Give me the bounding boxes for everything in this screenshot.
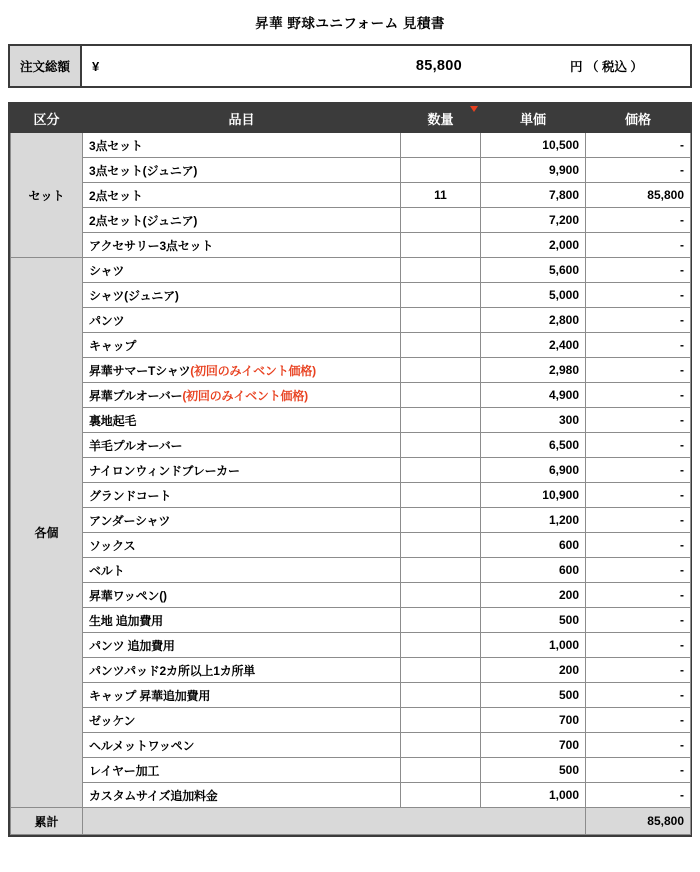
- order-total-bar: [8, 44, 692, 88]
- row-price-cell: -: [586, 733, 691, 758]
- item-name-text: 2点セット(ジュニア): [89, 213, 198, 228]
- order-total-suffix: 円 （ 税込 ）: [570, 60, 643, 74]
- column-header-kakaku[interactable]: 価格: [586, 105, 691, 133]
- quantity-cell[interactable]: [401, 758, 481, 783]
- row-price-cell: -: [586, 233, 691, 258]
- table-row: [11, 383, 691, 408]
- row-price-cell: -: [586, 533, 691, 558]
- table-row: [11, 783, 691, 808]
- row-price-cell: -: [586, 583, 691, 608]
- quote-table-foot: [11, 808, 691, 835]
- order-total-label: 注文総額: [10, 46, 82, 86]
- page-title: 昇華 野球ユニフォーム 見積書: [255, 16, 445, 31]
- item-name-cell: [83, 183, 401, 208]
- unit-price-cell: 300: [481, 408, 586, 433]
- group-label-cell: セット: [11, 133, 83, 258]
- item-name-cell: [83, 633, 401, 658]
- quantity-cell[interactable]: [401, 658, 481, 683]
- quantity-cell[interactable]: [401, 733, 481, 758]
- quantity-cell[interactable]: [401, 358, 481, 383]
- unit-price-cell: 600: [481, 558, 586, 583]
- item-name-text: ナイロンウィンドブレーカー: [89, 463, 240, 478]
- quantity-cell[interactable]: [401, 433, 481, 458]
- unit-price-cell: 5,600: [481, 258, 586, 283]
- unit-price-cell: 2,400: [481, 333, 586, 358]
- row-price-cell: -: [586, 133, 691, 158]
- table-row: [11, 333, 691, 358]
- item-name-cell: [83, 258, 401, 283]
- row-price-cell: -: [586, 608, 691, 633]
- quantity-cell[interactable]: [401, 683, 481, 708]
- item-name-cell: [83, 308, 401, 333]
- table-row: [11, 483, 691, 508]
- item-name-cell: [83, 408, 401, 433]
- order-total-amount-wrap: [99, 58, 562, 74]
- item-name-text: ゼッケン: [89, 713, 136, 728]
- item-name-text: パンツ: [89, 313, 125, 328]
- item-name-text: 昇華ワッペン(): [89, 588, 167, 603]
- row-price-cell: -: [586, 383, 691, 408]
- row-price-cell: -: [586, 483, 691, 508]
- quantity-cell[interactable]: [401, 633, 481, 658]
- unit-price-cell: 1,200: [481, 508, 586, 533]
- table-row: [11, 158, 691, 183]
- item-name-cell: [83, 133, 401, 158]
- item-name-text: 昇華サマーTシャツ: [89, 363, 191, 378]
- row-price-cell: -: [586, 433, 691, 458]
- table-row: [11, 608, 691, 633]
- item-name-cell: [83, 383, 401, 408]
- row-price-cell: -: [586, 508, 691, 533]
- quantity-cell[interactable]: [401, 783, 481, 808]
- item-name-cell: [83, 483, 401, 508]
- quantity-cell[interactable]: [401, 333, 481, 358]
- quantity-cell[interactable]: [401, 608, 481, 633]
- table-row: [11, 583, 691, 608]
- column-header-hinmoku[interactable]: 品目: [83, 105, 401, 133]
- unit-price-cell: 500: [481, 758, 586, 783]
- item-name-cell: [83, 283, 401, 308]
- item-name-text: 裏地起毛: [89, 413, 137, 428]
- row-price-cell: -: [586, 308, 691, 333]
- table-row: [11, 183, 691, 208]
- item-name-text: 生地 追加費用: [89, 613, 163, 628]
- item-name-cell: [83, 333, 401, 358]
- table-row: [11, 208, 691, 233]
- item-name-text: 昇華プルオーバー: [89, 388, 183, 403]
- table-row: [11, 408, 691, 433]
- unit-price-cell: 6,900: [481, 458, 586, 483]
- unit-price-cell: 7,200: [481, 208, 586, 233]
- table-row: [11, 233, 691, 258]
- column-header-suryo-label: 数量: [427, 112, 454, 127]
- quantity-cell[interactable]: [401, 208, 481, 233]
- row-price-cell: -: [586, 408, 691, 433]
- quantity-cell[interactable]: [401, 258, 481, 283]
- quantity-cell[interactable]: [401, 408, 481, 433]
- item-name-cell: [83, 583, 401, 608]
- table-row: [11, 258, 691, 283]
- table-row: [11, 683, 691, 708]
- item-name-text: 3点セット(ジュニア): [89, 163, 198, 178]
- item-name-text: グランドコート: [89, 488, 172, 503]
- item-name-note: (初回のみイベント価格): [190, 363, 316, 378]
- row-price-cell: -: [586, 333, 691, 358]
- table-row: [11, 658, 691, 683]
- item-name-text: レイヤー加工: [89, 763, 160, 778]
- item-name-cell: [83, 708, 401, 733]
- item-name-cell: [83, 733, 401, 758]
- total-row-blank: [83, 808, 586, 835]
- item-name-cell: [83, 758, 401, 783]
- row-price-cell: -: [586, 758, 691, 783]
- item-name-text: パンツ 追加費用: [89, 638, 175, 653]
- row-price-cell: -: [586, 458, 691, 483]
- table-row: [11, 358, 691, 383]
- item-name-cell: [83, 433, 401, 458]
- table-header-row: [11, 105, 691, 133]
- item-name-cell: [83, 783, 401, 808]
- unit-price-cell: 1,000: [481, 633, 586, 658]
- unit-price-cell: 200: [481, 658, 586, 683]
- item-name-text: パンツパッド2カ所以上1カ所単: [89, 663, 256, 678]
- column-header-suryo[interactable]: [401, 105, 481, 133]
- quantity-cell[interactable]: [401, 283, 481, 308]
- order-total-amount: 85,800: [415, 58, 462, 74]
- row-price-cell: -: [586, 258, 691, 283]
- currency-symbol: ¥: [92, 58, 100, 74]
- table-row: [11, 758, 691, 783]
- unit-price-cell: 6,500: [481, 433, 586, 458]
- unit-price-cell: 9,900: [481, 158, 586, 183]
- table-row: [11, 458, 691, 483]
- item-name-cell: [83, 508, 401, 533]
- unit-price-cell: 700: [481, 733, 586, 758]
- row-price-cell: -: [586, 783, 691, 808]
- total-row-label: 累計: [11, 808, 83, 835]
- quantity-cell[interactable]: [401, 483, 481, 508]
- item-name-cell: [83, 533, 401, 558]
- sort-indicator-icon: [470, 106, 478, 112]
- item-name-text: ソックス: [89, 538, 136, 553]
- unit-price-cell: 7,800: [481, 183, 586, 208]
- item-name-cell: [83, 658, 401, 683]
- unit-price-cell: 600: [481, 533, 586, 558]
- item-name-cell: [83, 683, 401, 708]
- row-price-cell: -: [586, 658, 691, 683]
- item-name-text: シャツ(ジュニア): [89, 288, 179, 303]
- table-row: [11, 633, 691, 658]
- quantity-cell[interactable]: [401, 233, 481, 258]
- column-header-tanka[interactable]: 単価: [481, 105, 586, 133]
- unit-price-cell: 5,000: [481, 283, 586, 308]
- item-name-text: ベルト: [89, 563, 125, 578]
- table-row: [11, 708, 691, 733]
- item-name-cell: [83, 358, 401, 383]
- quantity-cell[interactable]: [401, 508, 481, 533]
- item-name-cell: [83, 158, 401, 183]
- unit-price-cell: 1,000: [481, 783, 586, 808]
- item-name-text: 3点セット: [89, 138, 143, 153]
- row-price-cell: -: [586, 558, 691, 583]
- table-row: [11, 433, 691, 458]
- unit-price-cell: 500: [481, 683, 586, 708]
- table-row: [11, 558, 691, 583]
- table-row: [11, 308, 691, 333]
- quantity-cell[interactable]: [401, 308, 481, 333]
- item-name-cell: [83, 233, 401, 258]
- unit-price-cell: 2,000: [481, 233, 586, 258]
- table-row: [11, 508, 691, 533]
- item-name-text: ヘルメットワッペン: [89, 738, 195, 753]
- row-price-cell: -: [586, 683, 691, 708]
- table-total-row: [11, 808, 691, 835]
- item-name-text: 羊毛プルオーバー: [89, 438, 183, 453]
- unit-price-cell: 700: [481, 708, 586, 733]
- unit-price-cell: 2,980: [481, 358, 586, 383]
- quantity-cell[interactable]: [401, 583, 481, 608]
- quote-table-wrap: [8, 102, 692, 837]
- quantity-cell[interactable]: [401, 708, 481, 733]
- table-row: [11, 533, 691, 558]
- order-total-value: [82, 46, 690, 86]
- row-price-cell: -: [586, 283, 691, 308]
- row-price-cell: -: [586, 708, 691, 733]
- total-row-amount: 85,800: [586, 808, 691, 835]
- row-price-cell: -: [586, 358, 691, 383]
- item-name-text: アンダーシャツ: [89, 513, 171, 528]
- row-price-cell: -: [586, 208, 691, 233]
- item-name-text: キャップ 昇華追加費用: [89, 688, 211, 703]
- quantity-cell[interactable]: [401, 458, 481, 483]
- column-header-kubun[interactable]: 区分: [11, 105, 83, 133]
- quantity-cell[interactable]: 11: [401, 183, 481, 208]
- row-price-cell: -: [586, 158, 691, 183]
- item-name-cell: [83, 558, 401, 583]
- unit-price-cell: 500: [481, 608, 586, 633]
- unit-price-cell: 200: [481, 583, 586, 608]
- item-name-cell: [83, 458, 401, 483]
- unit-price-cell: 10,900: [481, 483, 586, 508]
- quantity-cell[interactable]: [401, 533, 481, 558]
- item-name-text: カスタムサイズ追加料金: [89, 788, 218, 803]
- item-name-text: アクセサリー3点セット: [89, 238, 214, 253]
- unit-price-cell: 10,500: [481, 133, 586, 158]
- item-name-cell: [83, 608, 401, 633]
- item-name-note: (初回のみイベント価格): [182, 388, 308, 403]
- item-name-text: シャツ: [89, 263, 125, 278]
- quantity-cell[interactable]: [401, 158, 481, 183]
- item-name-text: 2点セット: [89, 188, 143, 203]
- item-name-cell: [83, 208, 401, 233]
- row-price-cell: -: [586, 633, 691, 658]
- quantity-cell[interactable]: [401, 383, 481, 408]
- quote-table-body: [11, 133, 691, 808]
- group-label-cell: 各個: [11, 258, 83, 808]
- table-row: [11, 733, 691, 758]
- table-row: [11, 283, 691, 308]
- unit-price-cell: 2,800: [481, 308, 586, 333]
- quantity-cell[interactable]: [401, 558, 481, 583]
- table-row: [11, 133, 691, 158]
- item-name-text: キャップ: [89, 338, 137, 353]
- quote-table: [10, 104, 691, 835]
- unit-price-cell: 4,900: [481, 383, 586, 408]
- row-price-cell: 85,800: [586, 183, 691, 208]
- quantity-cell[interactable]: [401, 133, 481, 158]
